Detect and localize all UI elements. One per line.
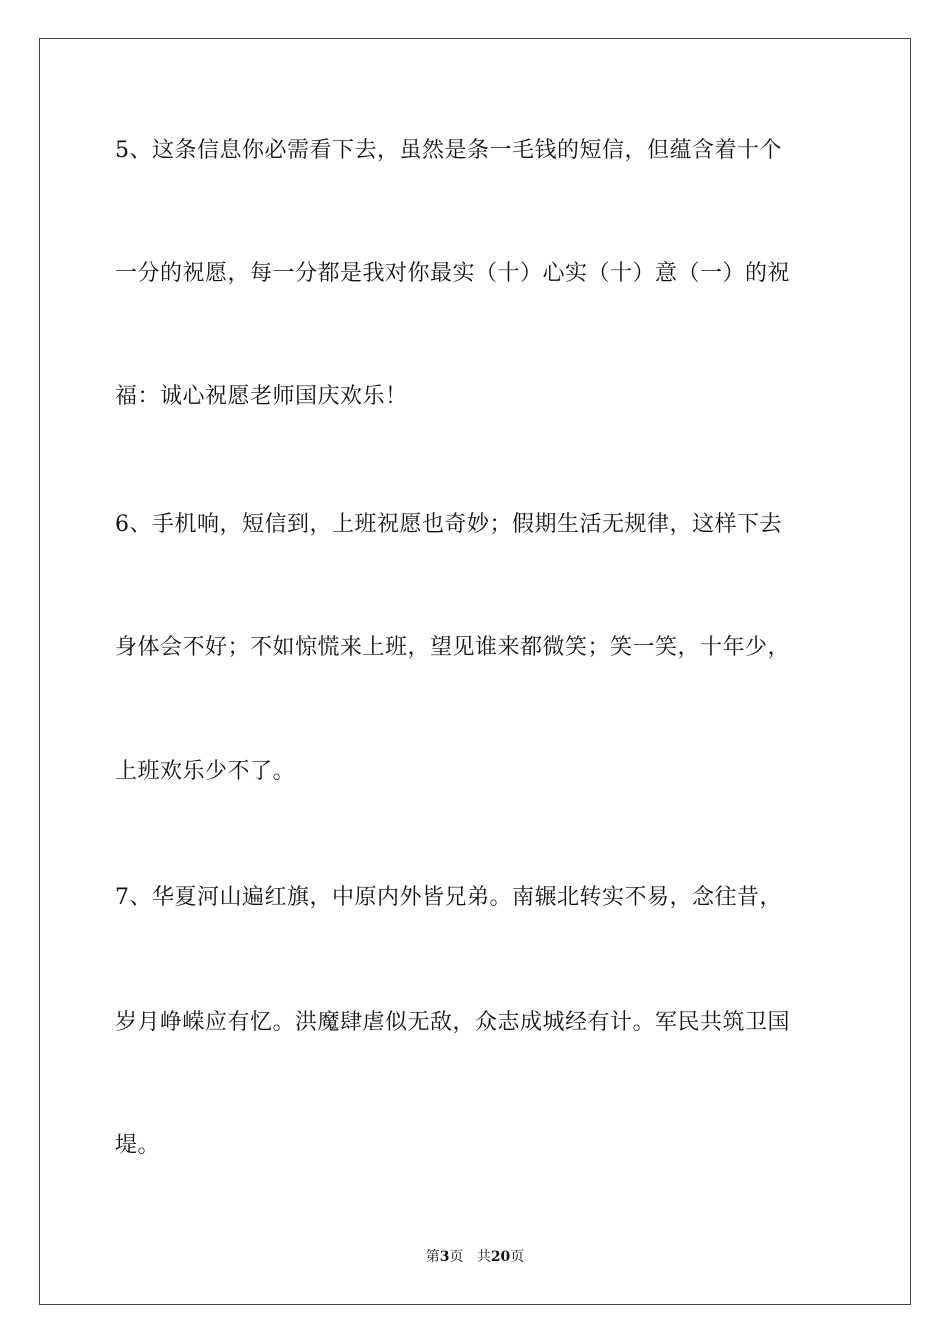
text-line-5: 身体会不好；不如惊慌来上班，望见谁来都微笑；笑一笑，十年少， xyxy=(115,635,791,660)
text-line-4: 6、手机响，短信到，上班祝愿也奇妙；假期生活无规律，这样下去 xyxy=(115,512,782,537)
text-line-6: 上班欢乐少不了。 xyxy=(115,759,296,784)
text-line-7: 7、华夏河山遍红旗，中原内外皆兄弟。南辗北转实不易，念往昔， xyxy=(115,885,782,910)
footer-total-suffix: 页 xyxy=(510,1249,525,1265)
footer-page-suffix: 页 xyxy=(449,1249,464,1265)
text-line-2: 一分的祝愿，每一分都是我对你最实（十）心实（十）意（一）的祝 xyxy=(115,261,791,286)
page-footer xyxy=(0,1247,950,1267)
text-line-3: 福：诚心祝愿老师国庆欢乐！ xyxy=(115,384,408,409)
page-frame xyxy=(39,38,911,1305)
text-line-8: 岁月峥嵘应有忆。洪魔肆虐似无敌，众志成城经有计。军民共筑卫国 xyxy=(115,1010,791,1035)
footer-page-prefix: 第 xyxy=(425,1249,440,1265)
footer-total-prefix: 共 xyxy=(476,1249,491,1265)
footer-page-number: 3 xyxy=(439,1249,450,1265)
text-line-1: 5、这条信息你必需看下去，虽然是条一毛钱的短信，但蕴含着十个 xyxy=(115,138,782,163)
text-line-9: 堤。 xyxy=(115,1133,161,1158)
footer-total-pages: 20 xyxy=(490,1249,511,1265)
